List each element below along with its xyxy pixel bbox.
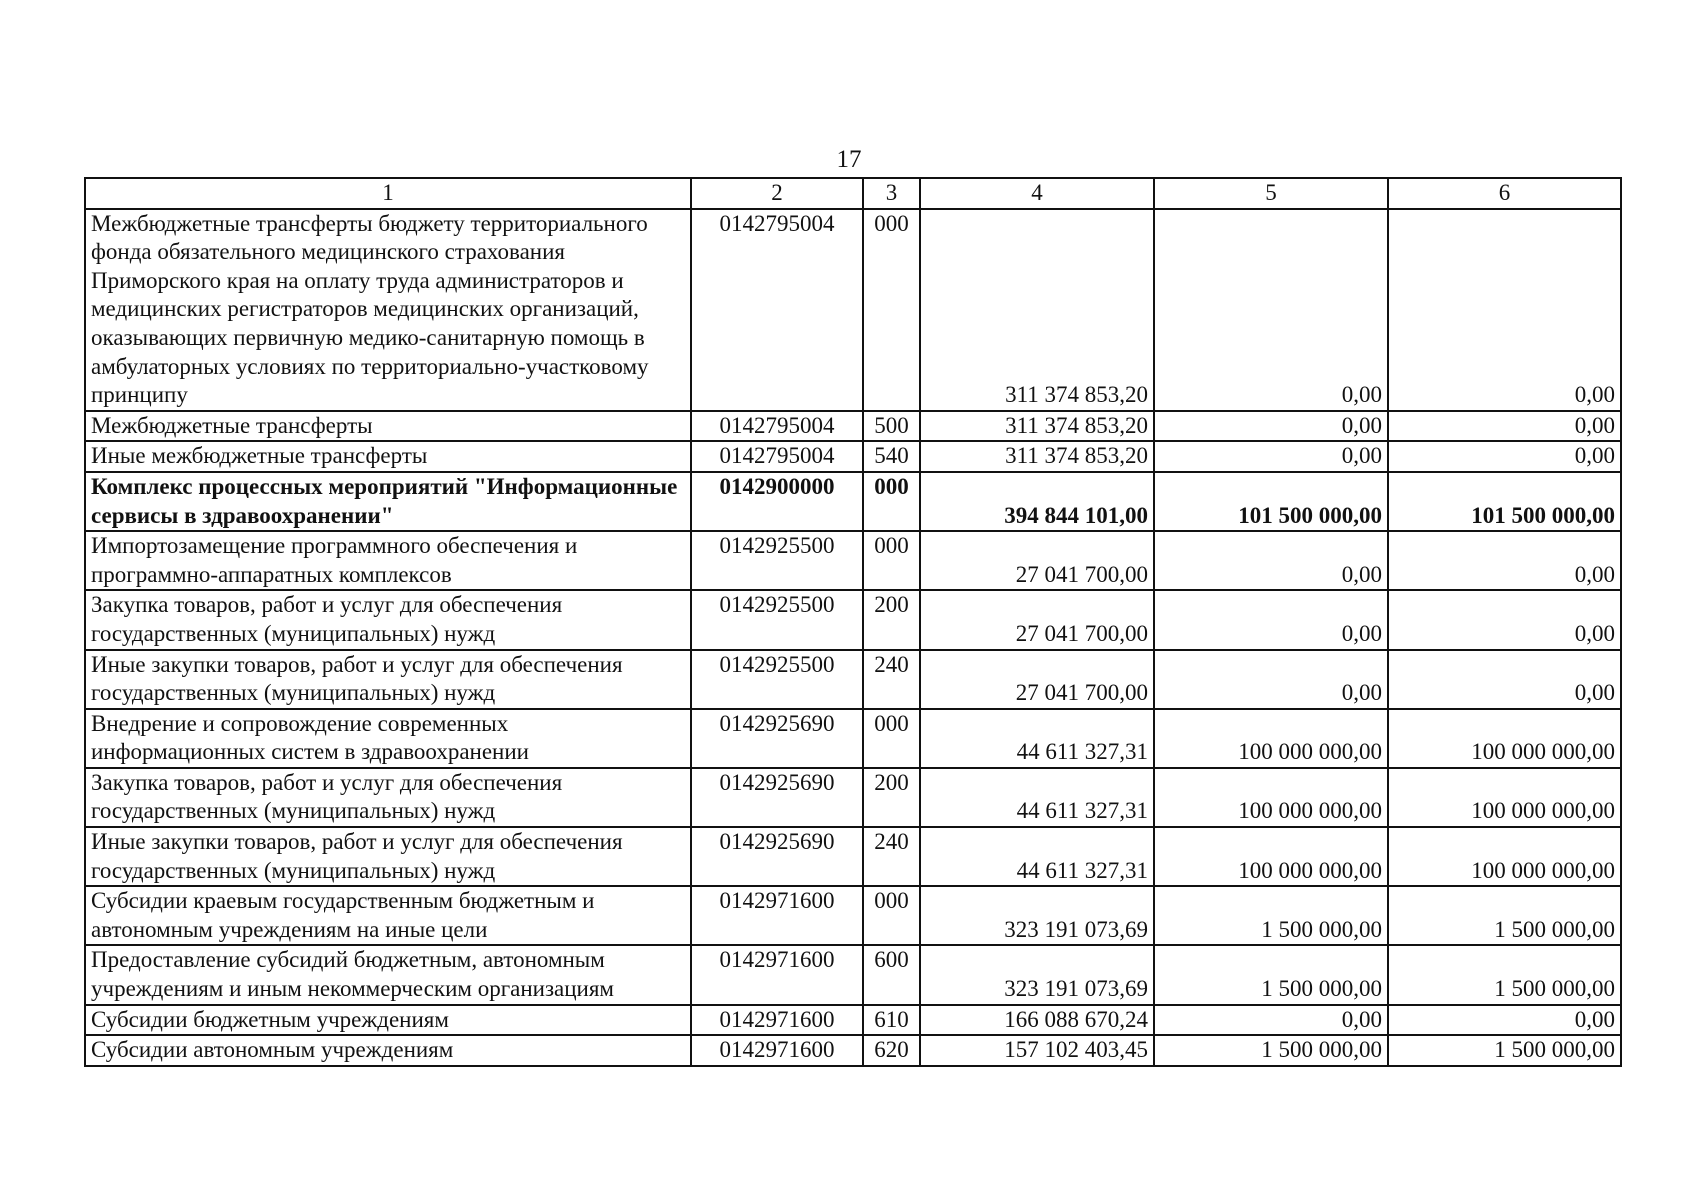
- row-amount-col4-cell: 323 191 073,69: [920, 886, 1154, 945]
- row-amount-col6-cell: 1 500 000,00: [1388, 1035, 1621, 1066]
- row-code-cell: 0142795004: [691, 411, 863, 442]
- row-name-cell: Субсидии бюджетным учреждениям: [85, 1005, 691, 1036]
- budget-table: [84, 177, 1622, 1067]
- row-code-cell: 0142971600: [691, 945, 863, 1004]
- row-code-cell: 0142925500: [691, 531, 863, 590]
- row-name-cell: Субсидии автономным учреждениям: [85, 1035, 691, 1066]
- row-amount-col4-cell: 27 041 700,00: [920, 650, 1154, 709]
- row-name-cell: Закупка товаров, работ и услуг для обеспечения государственных (муниципальных) нужд: [85, 590, 691, 649]
- table-row: [85, 827, 1621, 886]
- row-expense-type-cell: 610: [863, 1005, 920, 1036]
- row-amount-col4-cell: 27 041 700,00: [920, 531, 1154, 590]
- row-expense-type-cell: 620: [863, 1035, 920, 1066]
- row-amount-col6-cell: 101 500 000,00: [1388, 472, 1621, 531]
- row-name-cell: Закупка товаров, работ и услуг для обеспечения государственных (муниципальных) нужд: [85, 768, 691, 827]
- row-expense-type-cell: 000: [863, 709, 920, 768]
- row-amount-col4-cell: 311 374 853,20: [920, 411, 1154, 442]
- row-code-cell: 0142900000: [691, 472, 863, 531]
- row-amount-col5-cell: 100 000 000,00: [1154, 768, 1388, 827]
- row-amount-col4-cell: 157 102 403,45: [920, 1035, 1154, 1066]
- row-amount-col4-cell: 44 611 327,31: [920, 827, 1154, 886]
- table-row: [85, 650, 1621, 709]
- table-row: [85, 472, 1621, 531]
- row-amount-col5-cell: 0,00: [1154, 441, 1388, 472]
- table-row: [85, 945, 1621, 1004]
- row-amount-col4-cell: 44 611 327,31: [920, 709, 1154, 768]
- row-expense-type-cell: 000: [863, 472, 920, 531]
- column-header-2: 2: [691, 178, 863, 209]
- row-amount-col6-cell: 0,00: [1388, 590, 1621, 649]
- row-amount-col6-cell: 1 500 000,00: [1388, 886, 1621, 945]
- row-amount-col5-cell: 0,00: [1154, 531, 1388, 590]
- column-header-4: 4: [920, 178, 1154, 209]
- column-header-1: 1: [85, 178, 691, 209]
- row-name-cell: Комплекс процессных мероприятий "Информационные сервисы в здравоохранении": [85, 472, 691, 531]
- row-name-cell: Межбюджетные трансферты: [85, 411, 691, 442]
- row-amount-col4-cell: 44 611 327,31: [920, 768, 1154, 827]
- row-amount-col5-cell: 101 500 000,00: [1154, 472, 1388, 531]
- row-amount-col5-cell: 0,00: [1154, 650, 1388, 709]
- row-amount-col6-cell: 0,00: [1388, 1005, 1621, 1036]
- row-name-cell: Внедрение и сопровождение современных информационных систем в здравоохранении: [85, 709, 691, 768]
- column-header-3: 3: [863, 178, 920, 209]
- row-amount-col4-cell: 166 088 670,24: [920, 1005, 1154, 1036]
- table-row: [85, 768, 1621, 827]
- table-row: [85, 411, 1621, 442]
- page-number: 17: [836, 146, 862, 173]
- row-amount-col5-cell: 0,00: [1154, 209, 1388, 411]
- row-amount-col6-cell: 100 000 000,00: [1388, 709, 1621, 768]
- row-code-cell: 0142925690: [691, 768, 863, 827]
- row-amount-col4-cell: 311 374 853,20: [920, 441, 1154, 472]
- table-row: [85, 209, 1621, 411]
- table-row: [85, 709, 1621, 768]
- row-expense-type-cell: 000: [863, 209, 920, 411]
- row-expense-type-cell: 200: [863, 768, 920, 827]
- row-amount-col4-cell: 27 041 700,00: [920, 590, 1154, 649]
- row-amount-col6-cell: 100 000 000,00: [1388, 768, 1621, 827]
- row-code-cell: 0142795004: [691, 441, 863, 472]
- row-expense-type-cell: 540: [863, 441, 920, 472]
- row-code-cell: 0142795004: [691, 209, 863, 411]
- row-amount-col5-cell: 1 500 000,00: [1154, 945, 1388, 1004]
- table-row: [85, 531, 1621, 590]
- row-amount-col5-cell: 0,00: [1154, 1005, 1388, 1036]
- row-amount-col6-cell: 100 000 000,00: [1388, 827, 1621, 886]
- row-amount-col6-cell: 0,00: [1388, 531, 1621, 590]
- table-row: [85, 1035, 1621, 1066]
- row-name-cell: Иные межбюджетные трансферты: [85, 441, 691, 472]
- row-amount-col6-cell: 0,00: [1388, 441, 1621, 472]
- row-code-cell: 0142925500: [691, 590, 863, 649]
- row-amount-col5-cell: 100 000 000,00: [1154, 827, 1388, 886]
- row-code-cell: 0142925690: [691, 827, 863, 886]
- row-code-cell: 0142925690: [691, 709, 863, 768]
- table-row: [85, 590, 1621, 649]
- row-code-cell: 0142971600: [691, 1005, 863, 1036]
- row-code-cell: 0142971600: [691, 1035, 863, 1066]
- row-name-cell: Субсидии краевым государственным бюджетным и автономным учреждениям на иные цели: [85, 886, 691, 945]
- row-amount-col6-cell: 0,00: [1388, 411, 1621, 442]
- row-code-cell: 0142971600: [691, 886, 863, 945]
- row-expense-type-cell: 600: [863, 945, 920, 1004]
- row-expense-type-cell: 000: [863, 886, 920, 945]
- table-header-row: [85, 178, 1621, 209]
- row-amount-col5-cell: 1 500 000,00: [1154, 1035, 1388, 1066]
- row-expense-type-cell: 240: [863, 650, 920, 709]
- row-amount-col4-cell: 311 374 853,20: [920, 209, 1154, 411]
- table-row: [85, 1005, 1621, 1036]
- row-amount-col5-cell: 0,00: [1154, 590, 1388, 649]
- column-header-6: 6: [1388, 178, 1621, 209]
- row-expense-type-cell: 500: [863, 411, 920, 442]
- row-expense-type-cell: 200: [863, 590, 920, 649]
- row-name-cell: Предоставление субсидий бюджетным, автономным учреждениям и иным некоммерческим организациям: [85, 945, 691, 1004]
- row-amount-col6-cell: 1 500 000,00: [1388, 945, 1621, 1004]
- row-name-cell: Межбюджетные трансферты бюджету территориального фонда обязательного медицинского страхования Приморского края на оплату труда администраторов и медицинских регистраторов медицинских организаций, оказывающих первичную медико-санитарную помощь в амбулаторных условиях по территориально-участковому принципу: [85, 209, 691, 411]
- row-expense-type-cell: 000: [863, 531, 920, 590]
- table-row: [85, 441, 1621, 472]
- column-header-5: 5: [1154, 178, 1388, 209]
- row-name-cell: Иные закупки товаров, работ и услуг для обеспечения государственных (муниципальных) нужд: [85, 650, 691, 709]
- row-name-cell: Импортозамещение программного обеспечения и программно-аппаратных комплексов: [85, 531, 691, 590]
- row-amount-col4-cell: 323 191 073,69: [920, 945, 1154, 1004]
- row-name-cell: Иные закупки товаров, работ и услуг для обеспечения государственных (муниципальных) нужд: [85, 827, 691, 886]
- row-amount-col5-cell: 1 500 000,00: [1154, 886, 1388, 945]
- row-amount-col5-cell: 100 000 000,00: [1154, 709, 1388, 768]
- row-amount-col4-cell: 394 844 101,00: [920, 472, 1154, 531]
- table-row: [85, 886, 1621, 945]
- table-body: [85, 209, 1621, 1066]
- row-amount-col6-cell: 0,00: [1388, 209, 1621, 411]
- row-amount-col6-cell: 0,00: [1388, 650, 1621, 709]
- row-code-cell: 0142925500: [691, 650, 863, 709]
- row-amount-col5-cell: 0,00: [1154, 411, 1388, 442]
- row-expense-type-cell: 240: [863, 827, 920, 886]
